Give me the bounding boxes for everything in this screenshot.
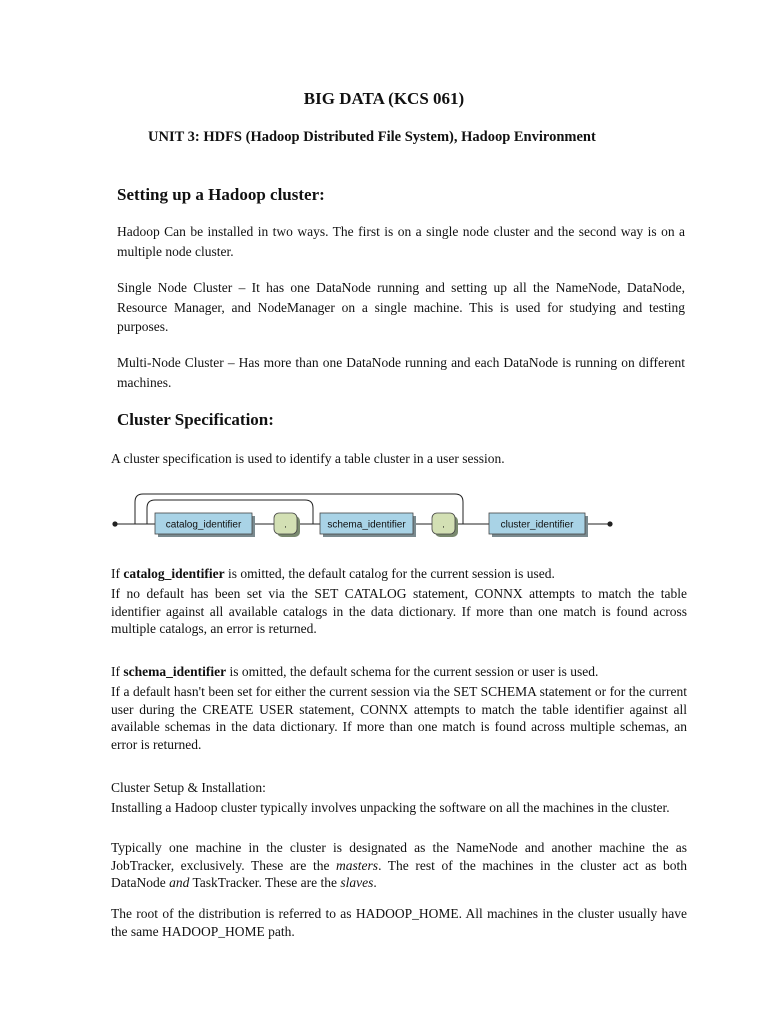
section-heading-setup: Setting up a Hadoop cluster:	[117, 185, 325, 204]
catalog-note-lead: If	[111, 566, 120, 581]
diagram-end-dot	[607, 521, 612, 526]
setup-text: .	[373, 875, 377, 890]
catalog-detail-paragraph: If no default has been set via the SET CATALOG statement, CONNX attempts to match the table identifier against all available catalogs in the data dictionary. If more than one match is found across multiple catalogs, an error is returned.	[111, 586, 687, 636]
slaves-term: slaves	[340, 875, 374, 890]
cluster-identifier-label: cluster_identifier	[500, 519, 574, 531]
setup-paragraph-2	[111, 839, 687, 892]
schema-detail-paragraph: If a default hasn't been set for either the current session via the SET SCHEMA statement or for the current user during the CREATE USER statement, CONNX attempts to match the table identifier against all available schemas in the data dictionary. If more than one match is found across multiple schemas, an error is returned.	[111, 684, 687, 752]
catalog-identifier-label: catalog_identifier	[165, 519, 242, 531]
section-heading-cluster-spec: Cluster Specification:	[117, 410, 274, 429]
schema-term: schema_identifier	[123, 664, 227, 679]
schema-note-line	[111, 663, 687, 681]
dot-separator-box	[432, 513, 458, 537]
setup-paragraph-1: Installing a Hadoop cluster typically involves unpacking the software on all the machines in the cluster.	[111, 800, 670, 815]
multi-node-paragraph: Multi-Node Cluster – Has more than one DataNode running and each DataNode is running on different machines.	[117, 355, 685, 390]
single-node-paragraph: Single Node Cluster – It has one DataNode running and setting up all the NameNode, DataNode, Resource Manager, and NodeManager on a single machine. This is used for studying and testing purposes.	[117, 280, 685, 334]
syntax-diagram	[108, 486, 628, 546]
masters-term: masters	[336, 857, 379, 873]
catalog-note-rest: is omitted, the default catalog for the current session is used.	[227, 566, 555, 581]
document-title: BIG DATA (KCS 061)	[303, 89, 465, 108]
catalog-note-line	[111, 565, 687, 583]
schema-note-lead: If	[111, 664, 120, 679]
setup-text: Typically one machine in the cluster is designated as the NameNode and another machine the as JobTracker, exclusively. These are the	[111, 840, 687, 873]
schema-note-rest: is omitted, the default schema for the current session or user is used.	[229, 664, 599, 679]
setup-heading: Cluster Setup & Installation:	[111, 780, 266, 795]
dot-label: .	[442, 519, 445, 531]
setup-paragraph-3: The root of the distribution is referred to as HADOOP_HOME. All machines in the cluster usually have the same HADOOP_HOME path.	[111, 906, 687, 939]
dot-label: .	[284, 519, 287, 531]
catalog-identifier-box	[155, 513, 255, 537]
cluster-spec-intro: A cluster specification is used to identify a table cluster in a user session.	[111, 451, 505, 466]
setup-text: TaskTracker. These are the	[192, 875, 338, 890]
and-term: and	[169, 875, 190, 890]
intro-paragraph: Hadoop Can be installed in two ways. The first is on a single node cluster and the second way is on a multiple node cluster.	[117, 224, 685, 259]
setup-text: . The rest of the machines in the cluster act as both DataNode	[111, 857, 687, 890]
unit-subtitle: UNIT 3: HDFS (Hadoop Distributed File System), Hadoop Environment	[148, 129, 596, 145]
schema-identifier-label: schema_identifier	[327, 519, 406, 531]
catalog-term: catalog_identifier	[123, 566, 225, 581]
schema-identifier-box	[320, 513, 416, 537]
dot-separator-box	[274, 513, 300, 537]
cluster-identifier-box	[489, 513, 588, 537]
